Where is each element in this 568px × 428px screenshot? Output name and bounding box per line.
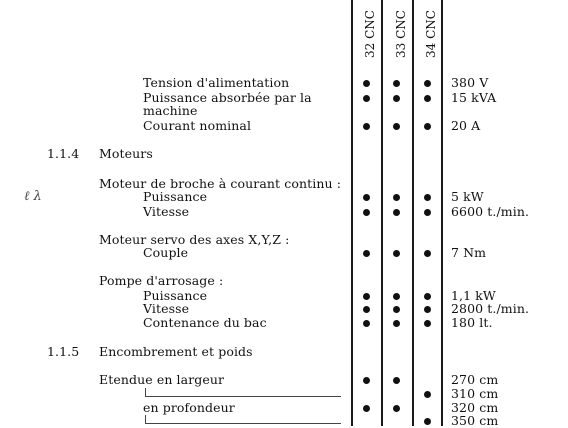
section-title: Moteurs [99,146,153,161]
row-label: Contenance du bac [143,315,267,330]
row-value: 1,1 kW [451,288,496,303]
column-line-4 [441,0,443,426]
availability-dot [393,320,400,327]
row-value: 310 cm [451,386,499,401]
value-bracket [145,388,341,397]
availability-dot [424,320,431,327]
availability-dot [393,80,400,87]
row-label: Puissance absorbée par la [143,90,312,105]
row-value: 2800 t./min. [451,301,530,316]
availability-dot [424,209,431,216]
availability-dot [424,123,431,130]
row-value: 180 lt. [451,315,493,330]
row-value: 320 cm [451,400,499,415]
availability-dot [424,293,431,300]
availability-dot [363,320,370,327]
availability-dot [363,293,370,300]
row-label: Couple [143,245,189,260]
availability-dot [363,377,370,384]
row-label: en profondeur [143,400,235,415]
row-label: Puissance [143,189,208,204]
availability-dot [363,95,370,102]
row-value: 6600 t./min. [451,204,530,219]
row-label: machine [143,103,198,118]
row-label: Vitesse [143,301,190,316]
availability-dot [393,209,400,216]
availability-dot [393,377,400,384]
availability-dot [393,95,400,102]
row-value: 380 V [451,75,489,90]
availability-dot [393,250,400,257]
section-title: Encombrement et poids [99,344,253,359]
row-value: 7 Nm [451,245,487,260]
row-value: 350 cm [451,413,499,428]
row-label: Etendue en largeur [99,372,225,387]
value-bracket [145,415,341,424]
availability-dot [393,293,400,300]
group-label: Pompe d'arrosage : [99,273,224,288]
row-label: Tension d'alimentation [143,75,290,90]
availability-dot [393,405,400,412]
row-value: 15 kVA [451,90,497,105]
availability-dot [393,194,400,201]
row-value: 270 cm [451,372,499,387]
availability-dot [363,306,370,313]
availability-dot [363,194,370,201]
availability-dot [424,306,431,313]
row-label: Courant nominal [143,118,252,133]
availability-dot [424,250,431,257]
column-line-1 [351,0,353,426]
section-number: 1.1.4 [47,146,80,161]
availability-dot [393,123,400,130]
row-value: 20 A [451,118,481,133]
availability-dot [424,418,431,425]
row-value: 5 kW [451,189,484,204]
availability-dot [424,80,431,87]
availability-dot [363,80,370,87]
row-label: Puissance [143,288,208,303]
group-label: Moteur servo des axes X,Y,Z : [99,232,290,247]
column-line-2 [381,0,383,426]
column-header-33cnc: 33 CNC [394,10,408,58]
availability-dot [363,250,370,257]
column-header-34cnc: 34 CNC [424,10,438,58]
handwritten-mark: ℓ λ [24,189,42,204]
availability-dot [393,306,400,313]
availability-dot [424,194,431,201]
group-label: Moteur de broche à courant continu : [99,176,342,191]
availability-dot [363,123,370,130]
availability-dot [424,95,431,102]
availability-dot [363,405,370,412]
column-line-3 [412,0,414,426]
column-header-32cnc: 32 CNC [363,10,377,58]
row-label: Vitesse [143,204,190,219]
availability-dot [363,209,370,216]
availability-dot [424,391,431,398]
section-number: 1.1.5 [47,344,80,359]
